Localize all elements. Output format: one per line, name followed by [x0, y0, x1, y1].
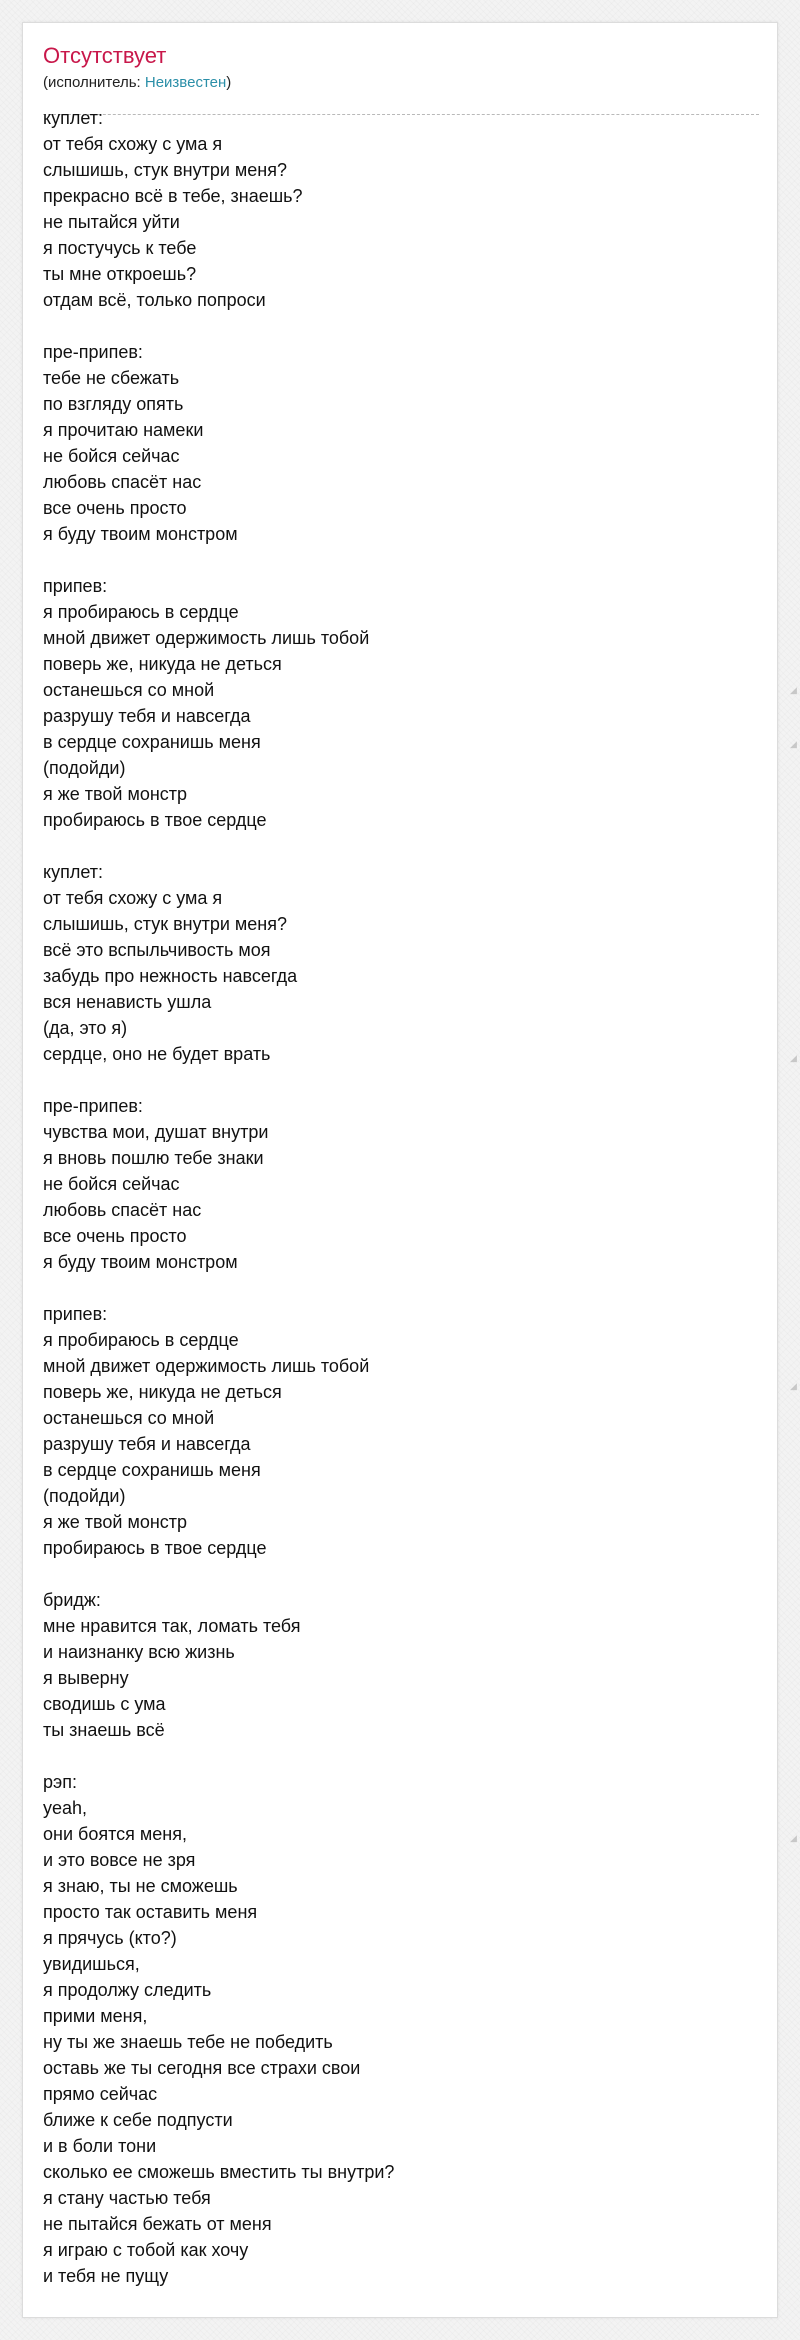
artist-link[interactable]: Неизвестен [144, 74, 227, 91]
artist-prefix: (исполнитель: [43, 74, 145, 91]
lyrics-text: куплет: от тебя схожу с ума я слышишь, стук внутри меня? прекрасно всё в тебе, знаешь? не пытайся уйти я постучусь к тебе ты мне откроешь? отдам всё, только попроси пре-припев: тебе не сбежать по взгляду опять я прочитаю намеки не бойся сейчас любовь спасёт нас все очень просто я буду твоим монстром припев: я пробираюсь в сердце мной движет одержимость лишь тобой поверь же, никуда не деться останешься со мной разрушу тебя и навсегда в сердце сохранишь меня (подойди) я же твой монстр пробираюсь в твое сердце куплет: от тебя схожу с ума я слышишь, стук внутри меня? всё это вспыльчивость моя забудь про нежность навсегда вся ненависть ушла (да, это я) сердце, оно не будет врать пре-припев: чувства мои, душат внутри я вновь пошлю тебе знаки не бойся сейчас любовь спасёт нас все очень просто я буду твоим монстром припев: я пробираюсь в сердце мной движет одержимость лишь тобой поверь же, никуда не деться останешься со мной разрушу тебя и навсегда в сердце сохранишь меня (подойди) я же твой монстр пробираюсь в твое сердце бридж: мне нравится так, ломать тебя и наизнанку всю жизнь я выверну сводишь с ума ты знаешь всё рэп: yeah, они боятся меня, и это вовсе не зря я знаю, ты не сможешь просто так оставить меня я прячусь (кто?) увидишься, я продолжу следить прими меня, ну ты же знаешь тебе не победить оставь же ты сегодня все страхи свои прямо сейчас ближе к себе подпусти и в боли тони сколько ее сможешь вместить ты внутри? я стану частью тебя не пытайся бежать от меня я играю с тобой как хочу и тебя не пущу [43, 108, 395, 2286]
artist-line [43, 73, 231, 93]
page-edge-mark-icon: ◢ [790, 740, 797, 750]
page-edge-mark-icon: ◢ [790, 1382, 797, 1392]
lyrics-card [22, 22, 778, 2318]
song-title: Отсутствует [43, 43, 167, 68]
page-edge-mark-icon: ◢ [790, 1834, 797, 1844]
artist-suffix: ) [226, 74, 232, 91]
page-edge-mark-icon: ◢ [790, 1054, 797, 1064]
page-edge-mark-icon: ◢ [790, 686, 797, 696]
